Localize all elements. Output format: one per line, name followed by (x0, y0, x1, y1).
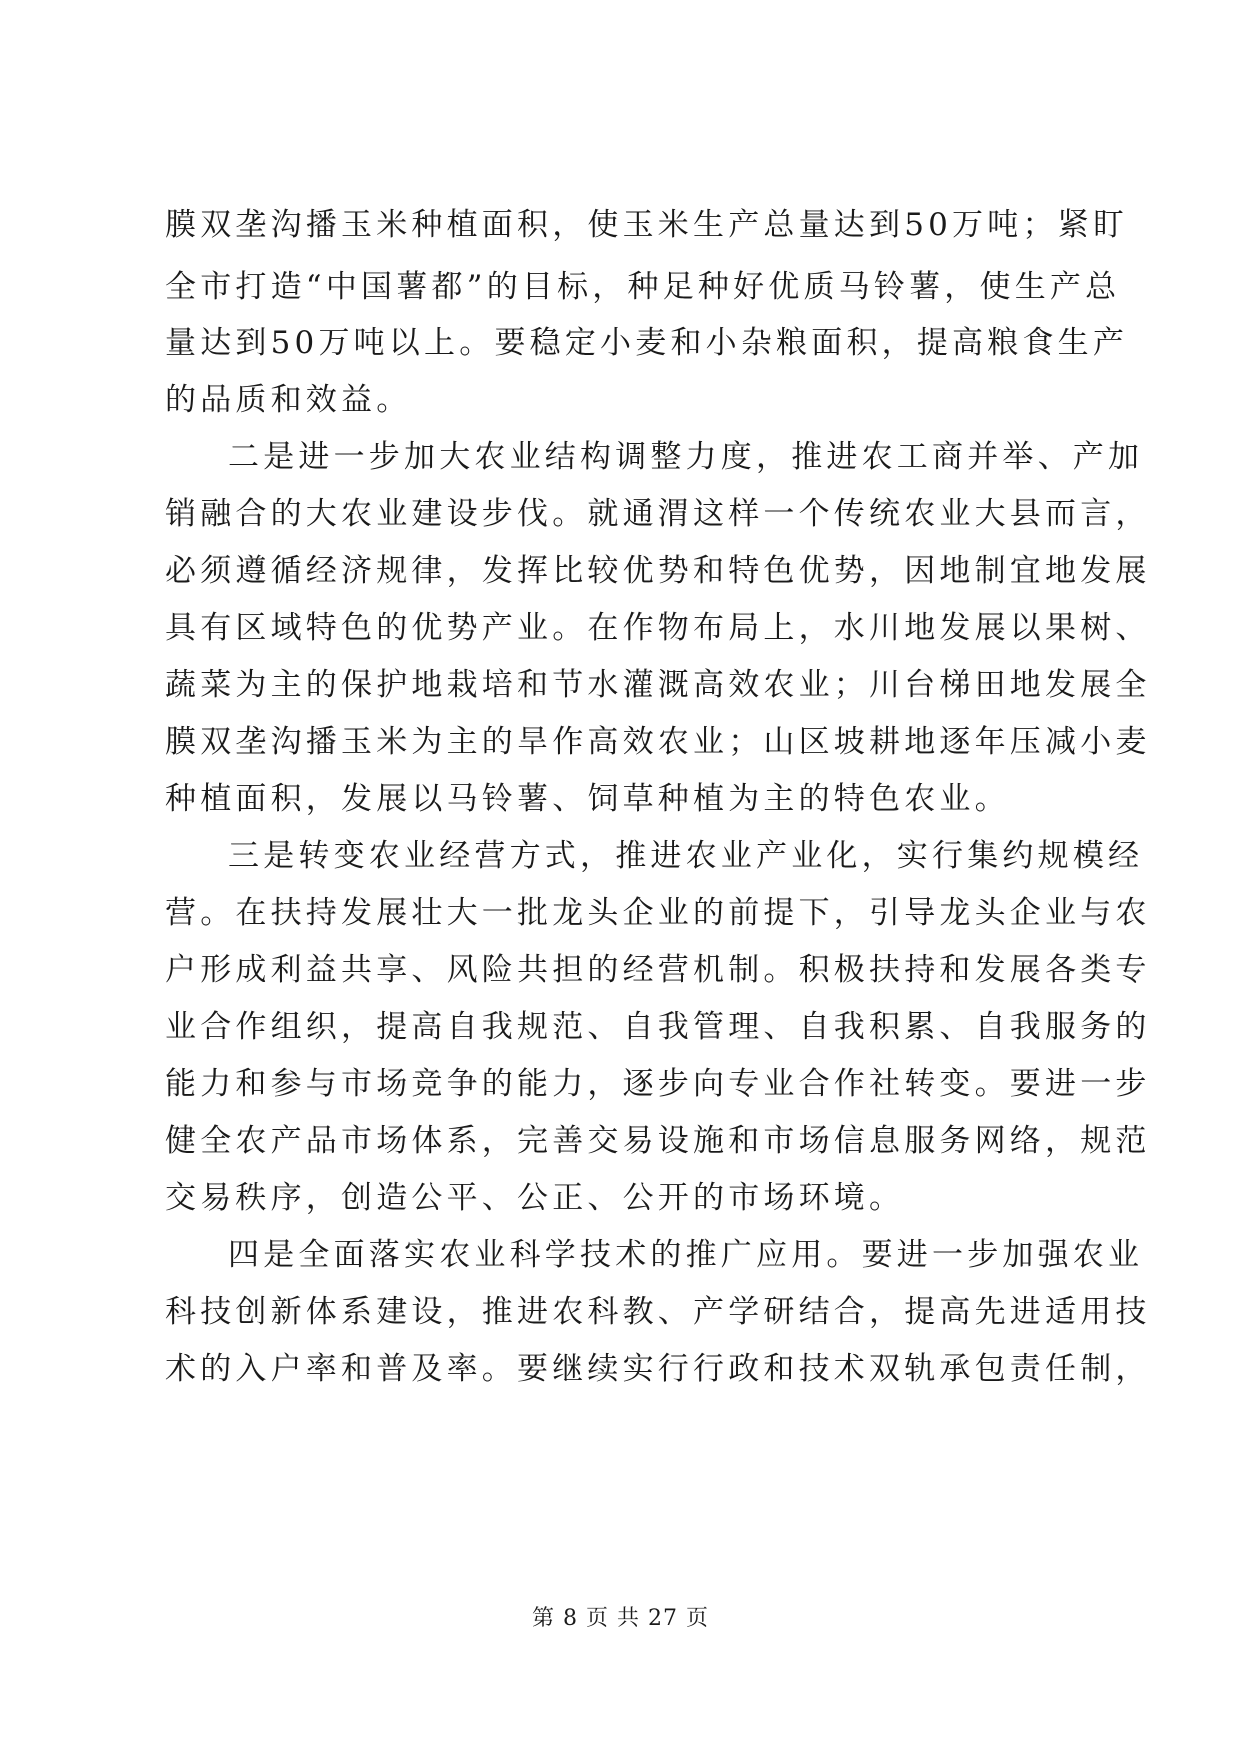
paragraph-start-line: 二是进一步加大农业结构调整力度，推进农工商并举、产加 (228, 439, 1144, 475)
text-line: 户形成利益共享、风险共担的经营机制。积极扶持和发展各类专 (165, 952, 1151, 988)
text-line: 必须遵循经济规律，发挥比较优势和特色优势，因地制宜地发展 (165, 553, 1151, 589)
text-line: 能力和参与市场竞争的能力，逐步向专业合作社转变。要进一步 (165, 1066, 1151, 1102)
text-line: 膜双垄沟播玉米种植面积，使玉米生产总量达到50万吨；紧盯 (165, 207, 1129, 243)
text-line: 种植面积，发展以马铃薯、饲草种植为主的特色农业。 (165, 781, 1010, 817)
text-line: 的品质和效益。 (165, 382, 412, 418)
text-line: 科技创新体系建设，推进农科教、产学研结合，提高先进适用技 (165, 1294, 1151, 1330)
paragraph-start-line: 三是转变农业经营方式，推进农业产业化，实行集约规模经 (228, 838, 1144, 874)
text-line: 术的入户率和普及率。要继续实行行政和技术双轨承包责任制， (165, 1351, 1151, 1387)
text-line: 量达到50万吨以上。要稳定小麦和小杂粮面积，提高粮食生产 (165, 325, 1129, 361)
paragraph-start-line: 四是全面落实农业科学技术的推广应用。要进一步加强农业 (228, 1237, 1144, 1273)
text-line: 业合作组织，提高自我规范、自我管理、自我积累、自我服务的 (165, 1009, 1151, 1045)
text-line: 膜双垄沟播玉米为主的旱作高效农业；山区坡耕地逐年压减小麦 (165, 724, 1151, 760)
text-line: 营。在扶持发展壮大一批龙头企业的前提下，引导龙头企业与农 (165, 895, 1151, 931)
text-line: 具有区域特色的优势产业。在作物布局上，水川地发展以果树、 (165, 610, 1151, 646)
text-line: 交易秩序，创造公平、公正、公开的市场环境。 (165, 1180, 905, 1216)
text-line: 销融合的大农业建设步伐。就通渭这样一个传统农业大县而言， (165, 496, 1151, 532)
text-line: 健全农产品市场体系，完善交易设施和市场信息服务网络，规范 (165, 1123, 1151, 1159)
text-line: 蔬菜为主的保护地栽培和节水灌溉高效农业；川台梯田地发展全 (165, 667, 1151, 703)
page-number-footer: 第 8 页 共 27 页 (532, 1606, 709, 1631)
text-line: 全市打造“中国薯都”的目标，种足种好优质马铃薯，使生产总 (165, 269, 1121, 305)
